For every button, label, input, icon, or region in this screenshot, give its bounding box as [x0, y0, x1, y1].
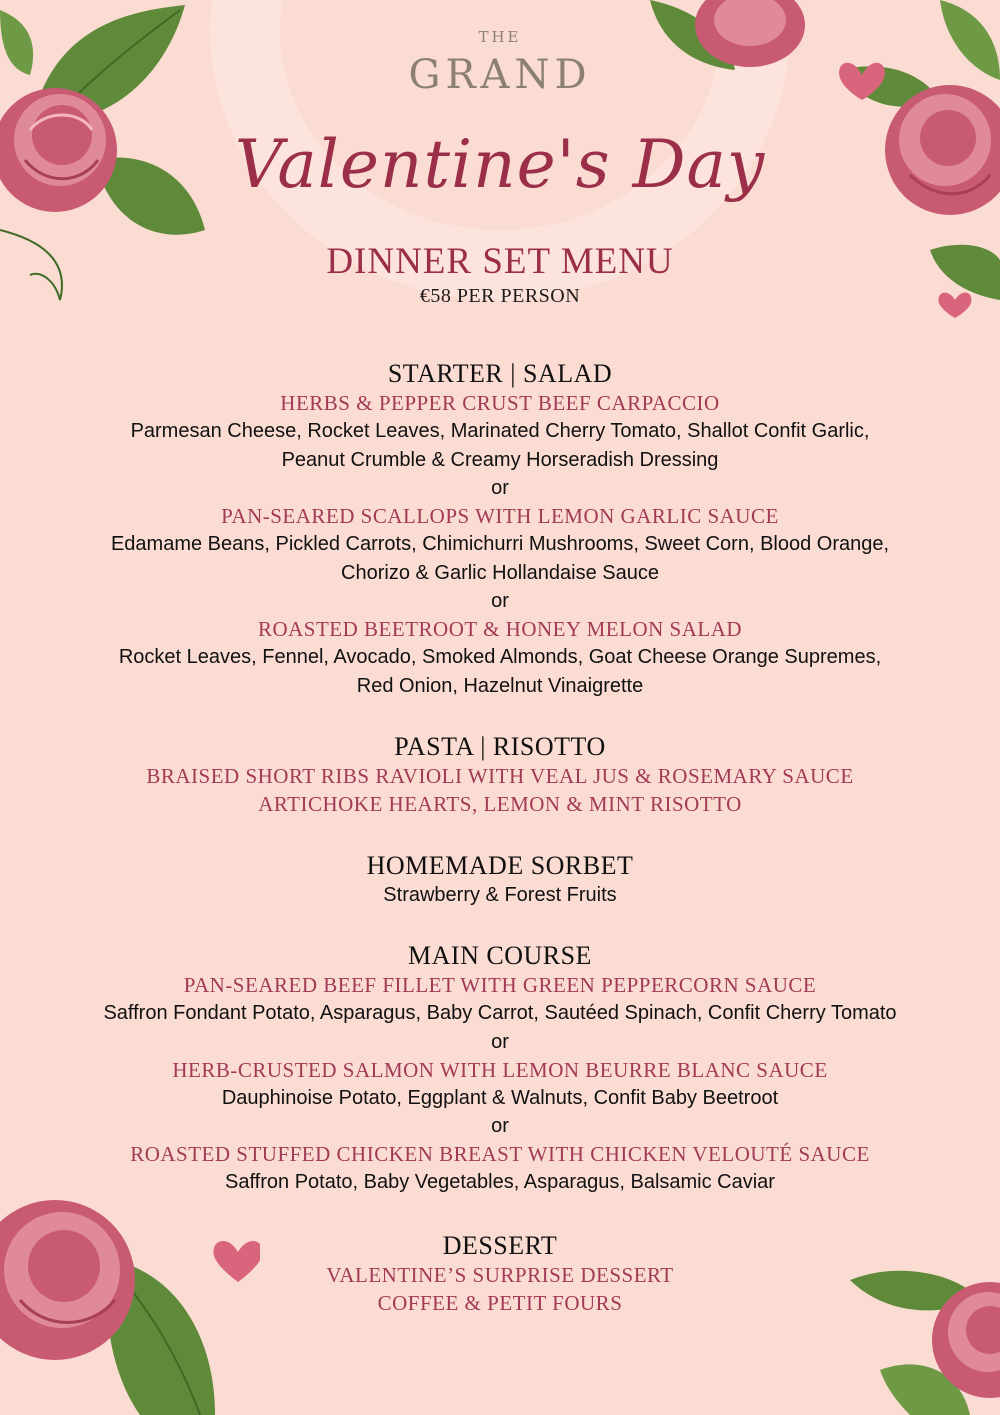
pasta-section — [0, 732, 1000, 818]
dessert-section — [0, 1231, 1000, 1317]
brand-name: GRAND — [408, 52, 592, 98]
dish-name: HERB-CRUSTED SALMON WITH LEMON BEURRE BLANC SAUCE — [172, 1057, 828, 1082]
dish-description: Parmesan Cheese, Rocket Leaves, Marinated Cherry Tomato, Shallot Confit Garlic, — [130, 420, 870, 442]
section-heading: PASTA | RISOTTO — [394, 732, 606, 761]
dish-name: HERBS & PEPPER CRUST BEEF CARPACCIO — [280, 391, 720, 415]
brand-prefix: THE — [478, 28, 522, 46]
dish-description: Rocket Leaves, Fennel, Avocado, Smoked Almonds, Goat Cheese Orange Supremes, — [118, 646, 882, 668]
main-course-section — [0, 941, 1000, 1197]
section-heading: MAIN COURSE — [408, 941, 592, 970]
dish-description: Edamame Beans, Pickled Carrots, Chimichurri Mushrooms, Sweet Corn, Blood Orange, — [110, 533, 890, 555]
dish-name: PAN-SEARED SCALLOPS WITH LEMON GARLIC SAUCE — [221, 504, 779, 528]
dish-description: Saffron Potato, Baby Vegetables, Asparagus, Balsamic Caviar — [225, 1171, 775, 1193]
dish-name: COFFEE & PETIT FOURS — [377, 1291, 623, 1315]
dish-name: BRAISED SHORT RIBS RAVIOLI WITH VEAL JUS & ROSEMARY SAUCE — [146, 764, 854, 788]
or-separator: or — [491, 1115, 509, 1137]
or-separator: or — [491, 477, 509, 499]
dish-description: Dauphinoise Potato, Eggplant & Walnuts, Confit Baby Beetroot — [221, 1086, 779, 1109]
dish-name: VALENTINE’S SURPRISE DESSERT — [326, 1263, 674, 1287]
dish-description: Chorizo & Garlic Hollandaise Sauce — [341, 561, 659, 584]
section-heading: DESSERT — [442, 1231, 558, 1260]
starter-section — [0, 359, 1000, 700]
dish-description: Saffron Fondant Potato, Asparagus, Baby Carrot, Sautéed Spinach, Confit Cherry Tomato — [103, 1002, 897, 1024]
dish-name: ROASTED STUFFED CHICKEN BREAST WITH CHICKEN VELOUTÉ SAUCE — [130, 1142, 870, 1166]
or-separator: or — [491, 1030, 509, 1053]
dinner-set-menu-title: DINNER SET MENU — [326, 241, 674, 282]
dish-description: Red Onion, Hazelnut Vinaigrette — [356, 674, 644, 697]
sorbet-section — [0, 851, 1000, 910]
dish-description: Peanut Crumble & Creamy Horseradish Dressing — [281, 448, 719, 471]
section-heading: STARTER | SALAD — [387, 359, 613, 388]
dish-description: Strawberry & Forest Fruits — [383, 884, 617, 906]
valentines-day-title: Valentine's Day — [234, 126, 766, 203]
dish-name: ROASTED BEETROOT & HONEY MELON SALAD — [257, 617, 743, 641]
dish-name: ARTICHOKE HEARTS, LEMON & MINT RISOTTO — [258, 792, 742, 816]
section-heading: HOMEMADE SORBET — [366, 851, 634, 880]
dish-name: PAN-SEARED BEEF FILLET WITH GREEN PEPPERCORN SAUCE — [183, 973, 817, 997]
price-per-person: €58 PER PERSON — [419, 285, 581, 307]
or-separator: or — [491, 590, 509, 612]
